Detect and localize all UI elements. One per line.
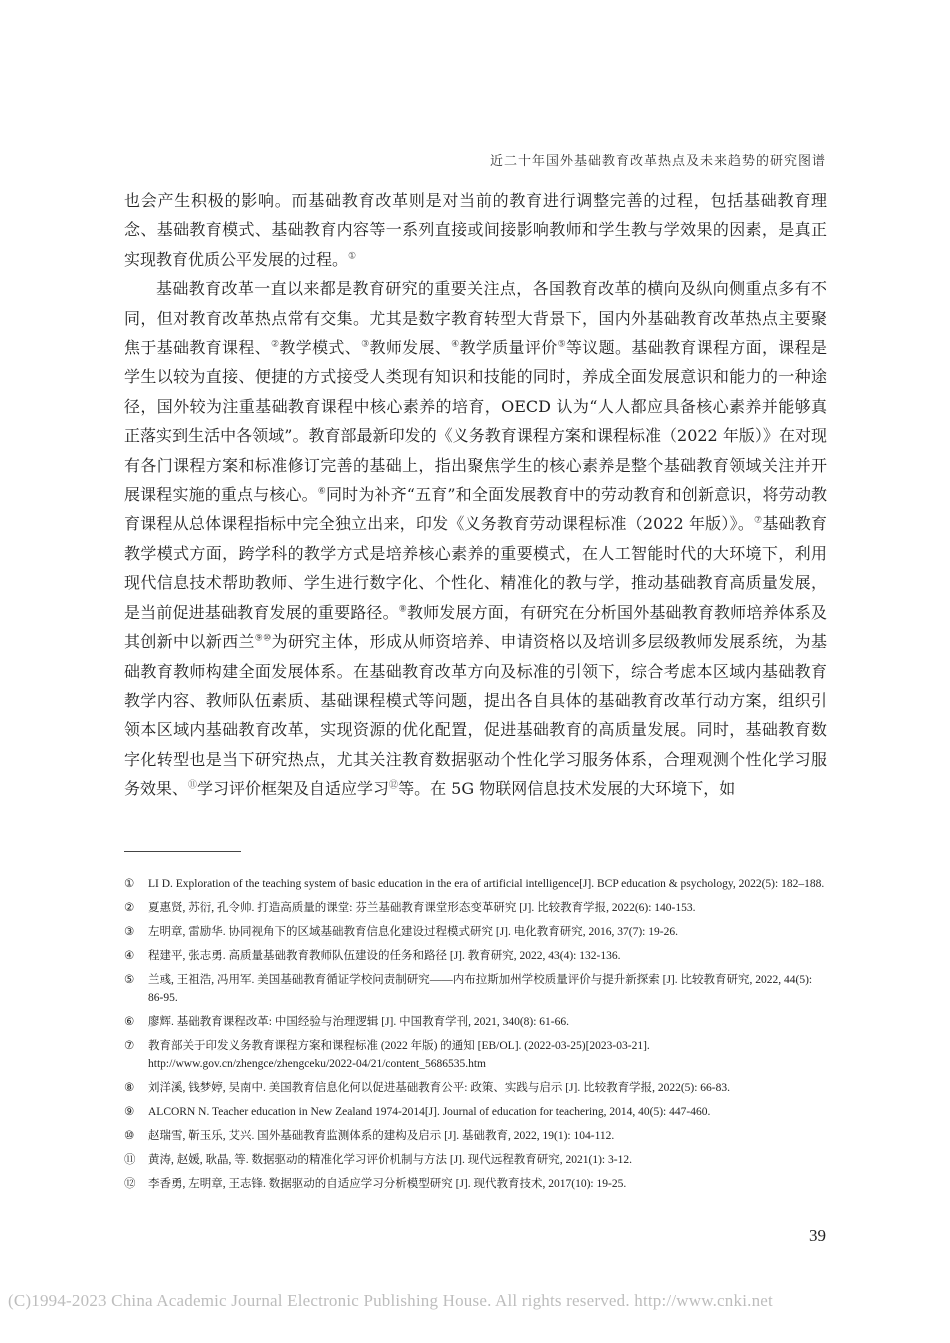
footnote-item [124, 947, 827, 965]
footnote-item [124, 971, 827, 1007]
page-number: 39 [809, 1226, 826, 1245]
footnote-marker: ⑧ [124, 1082, 135, 1094]
footnote-text: 黄涛, 赵媛, 耿晶, 等. 数据驱动的精准化学习评价机制与方法 [J]. 现代远程教育研究, 2021(1): 3-12. [148, 1154, 632, 1166]
text-run: 基础教育改革一直以来都是教育研究的重要关注点，各国教育改革的横向及纵向侧重点多有不同，但对教育改革热点常有交集。尤其是数字教育转型大背景下，国内外基础教育改革热点主要聚焦于基础教育课程、 [124, 279, 827, 358]
text-run: 教学模式、 [279, 338, 362, 358]
footnote-marker: ② [124, 902, 135, 914]
text-run: 基础教育教学模式方面，跨学科的教学方式是培养核心素养的重要模式，在人工智能时代的大环境下，利用现代信息技术帮助教师、学生进行数字化、个性化、精准化的教与学，推动基础教育高质量发展，是当前促进基础教育发展的重要路径。 [124, 514, 827, 622]
footnote-text: 赵瑞雪, 靳玉乐, 艾兴. 国外基础教育监测体系的建构及启示 [J]. 基础教育, 2022, 19(1): 104-112. [148, 1130, 615, 1142]
footnote-reference[interactable]: ⑨⑩ [254, 633, 272, 644]
footnote-text: ALCORN N. Teacher education in New Zealand 1974-2014[J]. Journal of education for teachering, 2014, 40(5): 447-460. [148, 1106, 711, 1118]
footnote-item [124, 899, 827, 917]
watermark: (C)1994-2023 China Academic Journal Electronic Publishing House. All rights reserved. http://www.cnki.net [8, 1291, 773, 1310]
footnote-item [124, 923, 827, 941]
footnote-divider [124, 851, 241, 852]
footnote-item [124, 1127, 827, 1145]
footnote-text: 兰彧, 王祖浩, 冯用军. 美国基础教育循证学校问责制研究——内布拉斯加州学校质量评价与提升新探索 [J]. 比较教育研究, 2022, 44(5): 86-95. [148, 974, 813, 1004]
text-run: 等。在 5G 物联网信息技术发展的大环境下，如 [398, 779, 736, 799]
footnote-marker: ⑪ [124, 1154, 136, 1166]
footnote-reference[interactable]: ⑫ [389, 780, 399, 791]
footnote-reference[interactable]: ⑤ [557, 339, 566, 350]
footnote-reference[interactable]: ① [348, 251, 357, 262]
text-run: 学习评价框架及自适应学习 [197, 779, 390, 799]
footnote-text: 夏惠贤, 苏衍, 孔令帅. 打造高质量的课堂: 芬兰基础教育课堂形态变革研究 [J]. 比较教育学报, 2022(6): 140-153. [148, 902, 696, 914]
footnote-item [124, 1151, 827, 1169]
text-run: 为研究主体，形成从师资培养、申请资格以及培训多层级教师发展系统，为基础教育教师构建全面发展体系。在基础教育改革方向及标准的引领下，综合考虑本区域内基础教育教学内容、教师队伍素质、基础课程模式等问题，提出各自具体的基础教育改革行动方案，组织引领本区域内基础教育改革，实现资源的优化配置，促进基础教育的高质量发展。同时，基础教育数字化转型也是当下研究热点，尤其关注教育数据驱动个性化学习服务体系，合理观测个性化学习服务效果、 [124, 632, 827, 799]
footnote-marker: ⑦ [124, 1040, 135, 1052]
footnote-text: 程建平, 张志勇. 高质量基础教育教师队伍建设的任务和路径 [J]. 教育研究, 2022, 43(4): 132-136. [148, 950, 621, 962]
footnote-marker: ① [124, 878, 135, 890]
footnote-item [124, 1079, 827, 1097]
footnote-text: 廖辉. 基础教育课程改革: 中国经验与治理逻辑 [J]. 中国教育学刊, 2021, 340(8): 61-66. [148, 1016, 570, 1028]
footnote-item [124, 1175, 827, 1193]
footnote-text: 教育部关于印发义务教育课程方案和课程标准 (2022 年版) 的通知 [EB/OL]. (2022-03-25)[2023-03-21]. http://www.gov.cn/zhengce/zhengceku/2022-04/21/content_5686535.htm [148, 1040, 650, 1070]
text-run: 教学质量评价 [459, 338, 558, 358]
footnote-marker: ④ [124, 950, 135, 962]
footnote-reference[interactable]: ⑪ [188, 780, 198, 791]
text-run: 教师发展、 [369, 338, 452, 358]
footnote-marker: ⑩ [124, 1130, 135, 1142]
text-run: 教师发展方面，有研究在分析国外基础教育教师培养体系及其创新中以新西兰 [124, 602, 827, 652]
footnote-reference[interactable]: ⑧ [398, 604, 407, 615]
footnote-item [124, 875, 827, 893]
footnote-item [124, 1013, 827, 1031]
footnote-marker: ⑥ [124, 1016, 135, 1028]
footnote-reference[interactable]: ② [271, 339, 280, 350]
running-head: 近二十年国外基础教育改革热点及未来趋势的研究图谱 [489, 154, 826, 169]
text-run: 等议题。基础教育课程方面，课程是学生以较为直接、便捷的方式接受人类现有知识和技能的同时，养成全面发展意识和能力的一种途径，国外较为注重基础教育课程中核心素养的培育，OECD 认为“人人都应具备核心素养并能够真正落实到生活中各领域”。教育部最新印发的《义务教育课程方案和课程标准（2022 年版）》在对现有各门课程方案和标准修订完善的基础上，指出聚焦学生的核心素养是整个基础教育领域关注并开展课程实施的重点与核心。 [124, 338, 827, 505]
footnote-text: LI D. Exploration of the teaching system of basic education in the era of artificial intelligence[J]. BCP education & psychology, 2022(5): 182–188. [148, 878, 825, 890]
footnotes [124, 875, 827, 1199]
footnote-text: 左明章, 雷励华. 协同视角下的区域基础教育信息化建设过程模式研究 [J]. 电化教育研究, 2016, 37(7): 19-26. [148, 926, 678, 938]
text-run: 也会产生积极的影响。而基础教育改革则是对当前的教育进行调整完善的过程，包括基础教育理念、基础教育模式、基础教育内容等一系列直接或间接影响教师和学生教与学效果的因素，是真正实现教育优质公平发展的过程。 [124, 191, 827, 269]
footnote-marker: ③ [124, 926, 135, 938]
footnote-marker: ⑫ [124, 1178, 136, 1190]
footnote-text: 李香勇, 左明章, 王志锋. 数据驱动的自适应学习分析模型研究 [J]. 现代教育技术, 2017(10): 19-25. [148, 1178, 627, 1190]
footnote-reference[interactable]: ⑦ [754, 516, 763, 527]
footnote-reference[interactable]: ③ [361, 339, 370, 350]
footnote-marker: ⑨ [124, 1106, 135, 1118]
footnote-item [124, 1037, 827, 1073]
body-text [124, 186, 827, 804]
paragraph [124, 186, 827, 274]
text-run: 同时为补齐“五育”和全面发展教育中的劳动教育和创新意识，将劳动教育课程从总体课程指标中完全独立出来，印发《义务教育劳动课程标准（2022 年版）》。 [124, 485, 827, 534]
footnote-reference[interactable]: ⑥ [317, 486, 327, 497]
footnote-item [124, 1103, 827, 1121]
paragraph [124, 274, 827, 803]
footnote-marker: ⑤ [124, 974, 135, 986]
footnote-reference[interactable]: ④ [451, 339, 460, 350]
footnote-text: 刘洋溪, 钱梦婷, 吴南中. 美国教育信息化何以促进基础教育公平: 政策、实践与启示 [J]. 比较教育学报, 2022(5): 66-83. [148, 1082, 731, 1094]
